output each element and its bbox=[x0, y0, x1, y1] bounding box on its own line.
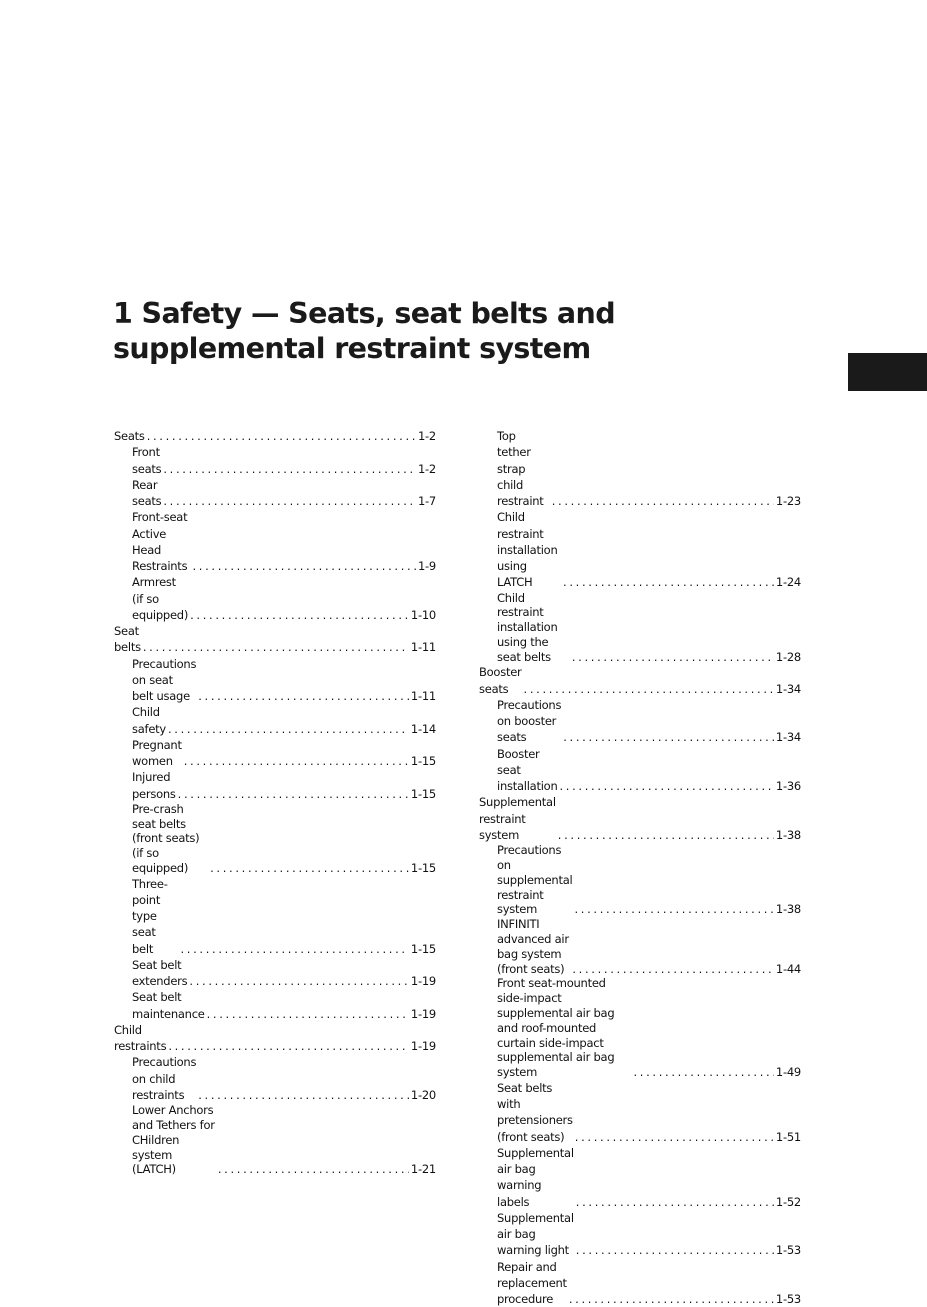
toc-page-number: 1-34 bbox=[775, 681, 801, 696]
toc-entry-warning-labels[interactable] bbox=[479, 1145, 801, 1210]
toc-dot-leader bbox=[181, 941, 409, 957]
toc-entry-armrest[interactable] bbox=[114, 574, 436, 623]
toc-dot-leader bbox=[218, 1162, 409, 1177]
toc-dot-leader bbox=[210, 861, 409, 876]
toc-page-number: 1-19 bbox=[410, 1006, 436, 1021]
toc-dot-leader bbox=[163, 461, 416, 477]
toc-page-number: 1-15 bbox=[410, 754, 436, 768]
toc-page-number: 1-15 bbox=[410, 941, 436, 956]
toc-entry-seats[interactable] bbox=[114, 428, 436, 444]
toc-page-number: 1-44 bbox=[775, 961, 801, 976]
toc-entry-label: Supplemental restraint system bbox=[479, 795, 556, 842]
toc-entry-rear-seats[interactable] bbox=[114, 477, 436, 510]
toc-page-number: 1-53 bbox=[775, 1292, 801, 1307]
toc-dot-leader bbox=[168, 1038, 409, 1054]
toc-page-number: 1-2 bbox=[417, 461, 436, 476]
toc-page-number: 1-15 bbox=[410, 860, 436, 875]
toc-page-number: 1-24 bbox=[775, 575, 801, 590]
toc-entry-label: Lower Anchors and Tethers for CHildren system (LATCH) bbox=[132, 1103, 215, 1177]
toc-page-number: 1-9 bbox=[417, 559, 436, 573]
toc-entry-booster-seats[interactable] bbox=[479, 664, 801, 697]
toc-dot-leader bbox=[572, 650, 774, 665]
toc-entry-pretensioners[interactable] bbox=[479, 1080, 801, 1145]
toc-entry-supplemental-restraint-system[interactable] bbox=[479, 794, 801, 843]
toc-entry-srs-precautions[interactable] bbox=[479, 843, 801, 917]
chapter-title: 1 Safety — Seats, seat belts and supplemental restraint system bbox=[113, 297, 616, 365]
toc-dot-leader bbox=[576, 1194, 774, 1210]
toc-entry-pregnant-women[interactable] bbox=[114, 737, 436, 770]
toc-entry-top-tether-strap[interactable] bbox=[479, 428, 801, 509]
toc-entry-seat-belt-precautions[interactable] bbox=[114, 656, 436, 705]
toc-page-number: 1-38 bbox=[775, 827, 801, 842]
toc-page-number: 1-10 bbox=[410, 607, 436, 622]
toc-entry-repair-replacement[interactable] bbox=[479, 1259, 801, 1307]
toc-page-number: 1-36 bbox=[775, 779, 801, 794]
toc-right-column bbox=[479, 428, 801, 1307]
toc-dot-leader bbox=[184, 753, 409, 769]
toc-entry-label: Seats bbox=[114, 429, 145, 443]
toc-entry-label: Precautions on booster seats bbox=[497, 697, 562, 745]
toc-entry-label: Booster seats bbox=[479, 665, 522, 696]
toc-entry-label: Front seats bbox=[132, 445, 162, 476]
toc-page-number: 1-2 bbox=[417, 429, 436, 443]
toc-entry-booster-installation[interactable] bbox=[479, 746, 801, 795]
toc-dot-leader bbox=[572, 962, 774, 977]
toc-page-number: 1-23 bbox=[775, 494, 801, 508]
toc-entry-label: Supplemental air bag warning light bbox=[497, 1210, 574, 1258]
toc-entry-label: Rear seats bbox=[132, 477, 162, 508]
toc-page-number: 1-15 bbox=[410, 786, 436, 801]
toc-entry-label: Booster seat installation bbox=[497, 746, 558, 794]
toc-entry-child-restraint-precautions[interactable] bbox=[114, 1054, 436, 1103]
toc-dot-leader bbox=[163, 493, 416, 509]
toc-page-number: 1-20 bbox=[410, 1087, 436, 1102]
toc-dot-leader bbox=[560, 778, 774, 794]
toc-entry-seat-belt-maintenance[interactable] bbox=[114, 989, 436, 1022]
toc-entry-label: Seat belts bbox=[114, 624, 141, 655]
toc-dot-leader bbox=[552, 493, 774, 509]
toc-dot-leader bbox=[189, 973, 409, 989]
toc-entry-label: Seat belt extenders bbox=[132, 957, 188, 989]
toc-entry-label: Armrest (if so equipped) bbox=[132, 575, 189, 622]
toc-left-column bbox=[114, 428, 436, 1177]
toc-entry-label: Supplemental air bag warning labels bbox=[497, 1145, 574, 1209]
chapter-tab-marker bbox=[848, 353, 927, 391]
toc-entry-advanced-air-bag[interactable] bbox=[479, 917, 801, 976]
toc-dot-leader bbox=[576, 1242, 774, 1258]
toc-dot-leader bbox=[178, 786, 409, 802]
toc-entry-label: Child restraint installation using LATCH bbox=[497, 510, 558, 590]
toc-page-number: 1-7 bbox=[417, 494, 436, 508]
toc-entry-label: Precautions on supplemental restraint system bbox=[497, 843, 573, 917]
toc-dot-leader bbox=[198, 688, 409, 704]
toc-dot-leader bbox=[634, 1065, 774, 1080]
toc-entry-label: Child safety bbox=[132, 705, 166, 736]
toc-entry-label: INFINITI advanced air bag system (front seats) bbox=[497, 917, 569, 976]
toc-page-number: 1-11 bbox=[410, 689, 436, 703]
toc-entry-seat-belt-extenders[interactable] bbox=[114, 957, 436, 990]
toc-entry-label: Seat belt maintenance bbox=[132, 990, 205, 1021]
toc-page-number: 1-28 bbox=[775, 649, 801, 664]
toc-entry-injured-persons[interactable] bbox=[114, 769, 436, 802]
toc-dot-leader bbox=[563, 574, 774, 590]
toc-dot-leader bbox=[575, 1129, 774, 1145]
toc-dot-leader bbox=[524, 681, 774, 697]
toc-dot-leader bbox=[207, 1006, 409, 1022]
toc-dot-leader bbox=[192, 558, 416, 574]
toc-entry-label: Child restraint installation using the seat belts bbox=[497, 590, 558, 664]
toc-entry-side-impact-air-bag[interactable] bbox=[479, 976, 801, 1080]
toc-page-number: 1-21 bbox=[410, 1162, 436, 1177]
toc-dot-leader bbox=[190, 607, 409, 623]
toc-entry-seat-belt-installation[interactable] bbox=[479, 591, 801, 665]
toc-page-number: 1-53 bbox=[775, 1243, 801, 1258]
toc-entry-label: Front seat-mounted side-impact supplemental air bag and roof-mounted curtain side-impact supplemental air bag system bbox=[497, 976, 615, 1080]
toc-dot-leader bbox=[569, 1291, 774, 1307]
toc-page-number: 1-49 bbox=[775, 1065, 801, 1080]
toc-entry-booster-precautions[interactable] bbox=[479, 697, 801, 746]
toc-entry-label: Three-point type seat belt bbox=[132, 876, 168, 956]
toc-entry-active-head-restraints[interactable] bbox=[114, 509, 436, 574]
toc-page-number: 1-19 bbox=[410, 974, 436, 989]
toc-dot-leader bbox=[143, 639, 409, 655]
toc-entry-label: Injured persons bbox=[132, 770, 176, 801]
toc-page-number: 1-11 bbox=[410, 640, 436, 655]
toc-entry-pre-crash-seat-belts[interactable] bbox=[114, 802, 436, 876]
toc-entry-three-point-seat-belt[interactable] bbox=[114, 876, 436, 957]
toc-dot-leader bbox=[198, 1087, 409, 1103]
toc-entry-label: Pregnant women bbox=[132, 737, 182, 768]
toc-entry-label: Seat belts with pretensioners (front seats) bbox=[497, 1080, 573, 1144]
toc-entry-child-restraints[interactable] bbox=[114, 1022, 436, 1055]
toc-page-number: 1-34 bbox=[775, 730, 801, 745]
toc-dot-leader bbox=[558, 827, 774, 843]
toc-page-number: 1-14 bbox=[410, 721, 436, 736]
toc-entry-label: Precautions on seat belt usage bbox=[132, 656, 197, 703]
toc-entry-label: Top tether strap child restraint bbox=[497, 429, 544, 508]
toc-entry-label: Precautions on child restraints bbox=[132, 1055, 197, 1102]
toc-dot-leader bbox=[563, 729, 774, 745]
toc-entry-warning-light[interactable] bbox=[479, 1210, 801, 1259]
toc-entry-latch-installation[interactable] bbox=[479, 509, 801, 590]
toc-page-number: 1-38 bbox=[775, 902, 801, 917]
toc-entry-label: Pre-crash seat belts (front seats) (if so equipped) bbox=[132, 801, 200, 875]
toc-entry-label: Repair and replacement procedure bbox=[497, 1259, 567, 1307]
toc-entry-latch-system[interactable] bbox=[114, 1103, 436, 1177]
toc-page-number: 1-19 bbox=[410, 1039, 436, 1054]
toc-entry-seat-belts[interactable] bbox=[114, 623, 436, 656]
toc-entry-label: Front-seat Active Head Restraints bbox=[132, 510, 188, 573]
toc-dot-leader bbox=[574, 902, 773, 917]
toc-dot-leader bbox=[147, 428, 416, 444]
toc-entry-label: Child restraints bbox=[114, 1022, 167, 1054]
toc-entry-front-seats[interactable] bbox=[114, 444, 436, 477]
toc-entry-child-safety[interactable] bbox=[114, 704, 436, 737]
toc-dot-leader bbox=[168, 721, 409, 737]
toc-page-number: 1-52 bbox=[775, 1194, 801, 1209]
toc-page-number: 1-51 bbox=[775, 1129, 801, 1144]
